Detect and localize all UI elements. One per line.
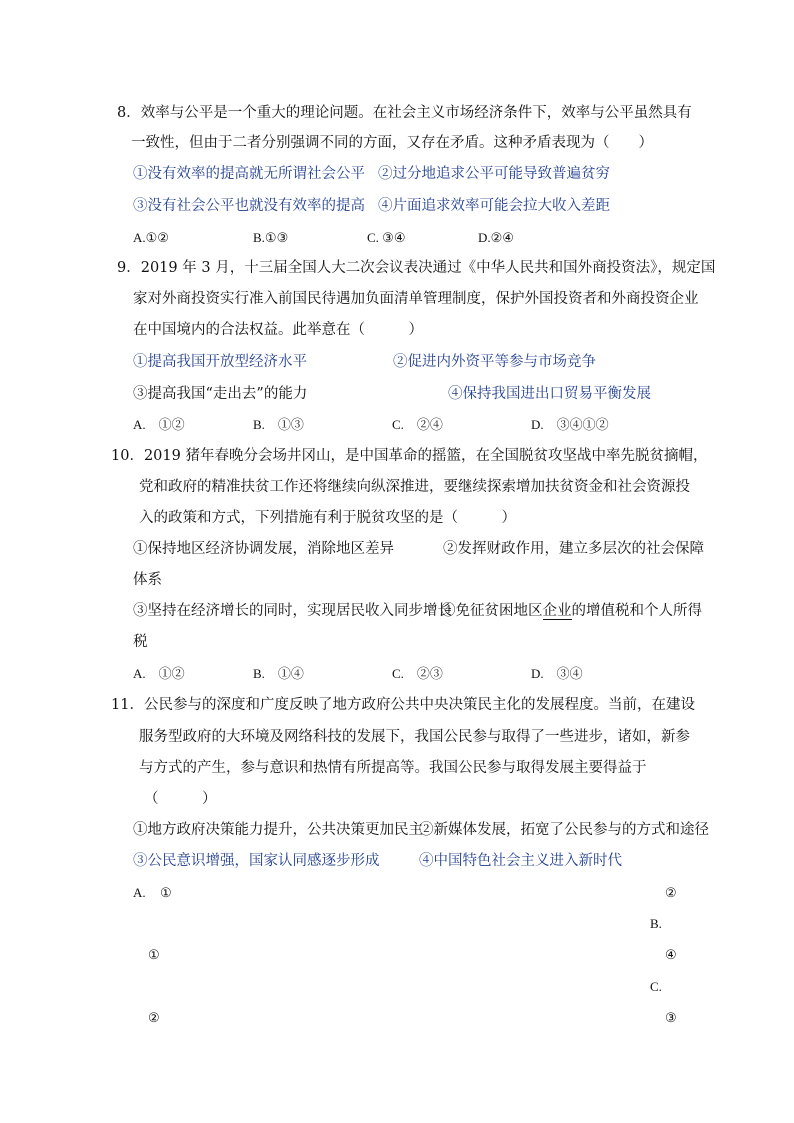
- q11-answer-b-label: B.: [650, 916, 662, 931]
- q11-answer-b-second: ④: [665, 947, 677, 962]
- q11-item-1: ①地方政府决策能力提升，公共决策更加民主: [133, 822, 423, 838]
- q11-stem-line-3: 与方式的产生，参与意识和热情有所提高等。我国公民参与取得发展主要得益于: [139, 760, 647, 776]
- q10-answer-d: D. ③④: [531, 666, 583, 681]
- q10-stem-line-1: 10．2019 猪年春晚分会场井冈山，是中国革命的摇篮，在全国脱贫攻坚战中率先脱贫摘帽，: [111, 448, 708, 464]
- q10-item-2: ②发挥财政作用，建立多层次的社会保障: [443, 541, 704, 557]
- q10-stem-line-3: 入的政策和方式，下列措施有利于脱贫攻坚的是（ ）: [139, 510, 516, 526]
- q10-answer-c: C. ②③: [392, 666, 443, 681]
- underlined-word: 企业: [542, 603, 572, 619]
- q10-answer-a: A. ①②: [133, 666, 185, 681]
- q11-answer-c-label: C.: [650, 979, 662, 994]
- q10-item-1: ①保持地区经济协调发展，消除地区差异: [133, 541, 394, 557]
- q10-item-3: ③坚持在经济增长的同时，实现居民收入同步增长: [133, 603, 452, 619]
- q9-item-4: ④保持我国进出口贸易平衡发展: [448, 386, 651, 402]
- q11-answer-c-second: ③: [665, 1010, 677, 1025]
- q8-answer-b: B.①③: [253, 230, 289, 245]
- q9-item-2: ②促进内外资平等参与市场竞争: [393, 354, 596, 370]
- q8-item-3: ③没有社会公平也就没有效率的提高: [133, 198, 365, 214]
- q9-answer-d: D. ③④①②: [531, 417, 609, 432]
- q10-item-4: ④免征贫困地区企业的增值税和个人所得: [441, 603, 702, 619]
- q10-stem-line-2: 党和政府的精准扶贫工作还将继续向纵深推进，要继续探索增加扶贫资金和社会资源投: [139, 479, 690, 495]
- q8-answer-a: A.①②: [133, 230, 169, 245]
- q8-stem-line-2: 一致性，但由于二者分别强调不同的方面，又存在矛盾。这种矛盾表现为（ ）: [131, 135, 653, 151]
- q10-item-2-cont: 体系: [133, 572, 162, 588]
- q11-stem-line-4: （ ）: [144, 791, 217, 807]
- q11-stem-line-2: 服务型政府的大环境及网络科技的发展下，我国公民参与取得了一些进步，诸如，新参: [139, 729, 690, 745]
- q9-stem-line-3: 在中国境内的合法权益。此举意在（ ）: [133, 322, 423, 338]
- q11-answer-b-first: ①: [148, 947, 160, 962]
- q9-stem-line-2: 家对外商投资实行准入前国民待遇加负面清单管理制度，保护外国投资者和外商投资企业: [133, 291, 699, 307]
- q11-answer-c-first: ②: [148, 1010, 160, 1025]
- q11-item-4: ④中国特色社会主义进入新时代: [419, 853, 622, 869]
- q11-stem-line-1: 11．公民参与的深度和广度反映了地方政府公共中央决策民主化的发展程度。当前，在建设: [111, 697, 695, 713]
- q8-answer-c: C. ③④: [367, 230, 406, 245]
- q11-answer-a-first: ①: [160, 885, 172, 900]
- q11-item-2: ②新媒体发展，拓宽了公民参与的方式和途径: [419, 822, 709, 838]
- q10-answer-b: B. ①④: [253, 666, 304, 681]
- q11-answer-a-label: A.: [133, 885, 146, 900]
- q11-item-3: ③公民意识增强，国家认同感逐步形成: [133, 853, 380, 869]
- q8-item-1: ①没有效率的提高就无所谓社会公平: [133, 166, 365, 182]
- q8-stem-line-1: 8．效率与公平是一个重大的理论问题。在社会主义市场经济条件下，效率与公平虽然具有: [117, 105, 692, 121]
- q9-item-1: ①提高我国开放型经济水平: [133, 354, 307, 370]
- q9-stem-line-1: 9．2019 年 3 月，十三届全国人大二次会议表决通过《中华人民共和国外商投资法》，规定国: [117, 260, 716, 276]
- q9-answer-a: A. ①②: [133, 417, 185, 432]
- q8-item-4: ④片面追求效率可能会拉大收入差距: [378, 198, 610, 214]
- q9-answer-c: C. ②④: [392, 417, 443, 432]
- q8-item-2: ②过分地追求公平可能导致普遍贫穷: [378, 166, 610, 182]
- q9-answer-b: B. ①③: [253, 417, 304, 432]
- q11-answer-a-second: ②: [665, 885, 677, 900]
- q8-answer-d: D.②④: [478, 230, 514, 245]
- q10-item-4-cont: 税: [133, 634, 148, 650]
- q9-item-3: ③提高我国“走出去”的能力: [133, 386, 308, 402]
